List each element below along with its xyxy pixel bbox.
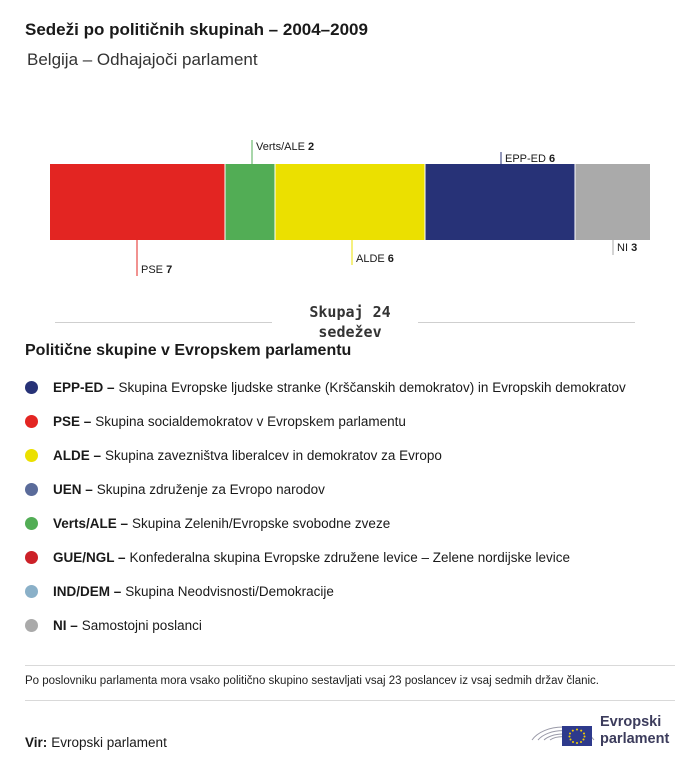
- legend-list: [25, 370, 626, 642]
- legend-abbr: IND/DEM –: [53, 583, 122, 599]
- legend-color-dot: [25, 415, 38, 428]
- stacked-bar-chart: [0, 130, 700, 290]
- footer-divider-top: [25, 665, 675, 666]
- legend-abbr: Verts/ALE –: [53, 515, 129, 531]
- source-label: Vir:: [25, 735, 48, 750]
- legend-abbr: UEN –: [53, 481, 93, 497]
- legend-description: Konfederalna skupina Evropske združene levice – Zelene nordijske levice: [129, 549, 571, 565]
- legend-color-dot: [25, 381, 38, 394]
- data-label-alde: ALDE 6: [356, 253, 394, 265]
- legend-abbr: EPP-ED –: [53, 379, 115, 395]
- data-label-pse: PSE 7: [141, 264, 173, 276]
- chart-title: Sedeži po političnih skupinah – 2004–2009: [25, 20, 368, 39]
- total-seats-line1: Skupaj 24: [309, 303, 391, 321]
- legend-item: [25, 540, 626, 574]
- legend-item: [25, 574, 626, 608]
- legend-abbr: GUE/NGL –: [53, 549, 126, 565]
- data-label-epp-ed: EPP-ED 6: [505, 153, 556, 165]
- source: [25, 735, 167, 750]
- legend-description: Skupina Zelenih/Evropske svobodne zveze: [132, 515, 391, 531]
- legend-item: [25, 472, 626, 506]
- chart-subtitle: Belgija – Odhajajoči parlament: [27, 50, 258, 69]
- footnote: Po poslovniku parlamenta mora vsako politično skupino sestavljati vsaj 23 poslancev iz vsaj sedmih držav članic.: [25, 675, 600, 687]
- legend-color-dot: [25, 517, 38, 530]
- legend-item: [25, 438, 626, 472]
- legend-description: Skupina socialdemokratov v Evropskem parlamentu: [95, 413, 406, 429]
- legend-item: [25, 506, 626, 540]
- legend-color-dot: [25, 449, 38, 462]
- data-label-ni: NI 3: [617, 242, 638, 254]
- legend-title: Politične skupine v Evropskem parlamentu: [25, 342, 352, 359]
- legend-abbr: ALDE –: [53, 447, 102, 463]
- data-label-verts-ale: Verts/ALE 2: [256, 141, 315, 153]
- legend-description: Skupina združenje za Evropo narodov: [96, 481, 325, 497]
- total-divider-right: [418, 322, 635, 323]
- bar-segment-epp-ed: [425, 164, 575, 240]
- bar-segment-verts-ale: [225, 164, 275, 240]
- total-seats-line2: sedežev: [318, 323, 382, 341]
- footer-divider-bottom: [25, 700, 675, 701]
- logo-text-line1: Evropski: [600, 714, 662, 730]
- total-divider-left: [55, 322, 272, 323]
- legend-abbr: PSE –: [53, 413, 92, 429]
- legend-color-dot: [25, 483, 38, 496]
- legend-item: [25, 404, 626, 438]
- legend-description: Skupina Evropske ljudske stranke (Krščanskih demokratov) in Evropskih demokratov: [118, 379, 626, 395]
- legend-description: Skupina zavezništva liberalcev in demokratov za Evropo: [105, 447, 442, 463]
- legend-description: Samostojni poslanci: [81, 617, 202, 633]
- legend-description: Skupina Neodvisnosti/Demokracije: [125, 583, 334, 599]
- total-seats: [290, 302, 410, 342]
- bar-segment-ni: [575, 164, 650, 240]
- legend-color-dot: [25, 585, 38, 598]
- legend-color-dot: [25, 551, 38, 564]
- legend-item: [25, 608, 626, 642]
- legend-color-dot: [25, 619, 38, 632]
- legend-abbr: NI –: [53, 617, 78, 633]
- logo-text: [600, 714, 669, 748]
- bar-segment-alde: [275, 164, 425, 240]
- legend-item: [25, 370, 626, 404]
- source-value: Evropski parlament: [51, 735, 167, 750]
- bar-segment-pse: [50, 164, 225, 240]
- logo-text-line2: parlament: [600, 731, 670, 747]
